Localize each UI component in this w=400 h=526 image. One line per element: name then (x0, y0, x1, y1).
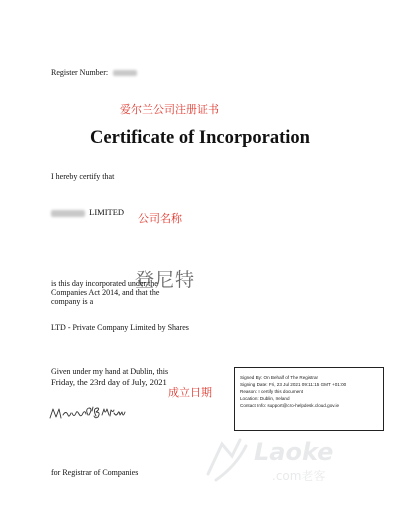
signing-date: Signing Date: Fri, 23 Jul 2021 09:11:15 GMT +01:00 (240, 382, 347, 388)
handwritten-signature (48, 402, 126, 424)
incorporation-line: company is a (51, 297, 94, 306)
signing-contact: Contact Info: support@cro-helpdesk.cloud.gov.ie (240, 403, 340, 409)
watermark-sub: .com老客 (272, 469, 326, 483)
incorporation-text (51, 279, 159, 306)
company-name-row (51, 207, 124, 217)
watermark-brand: Laoke (254, 438, 334, 466)
certify-text: I hereby certify that (51, 172, 115, 181)
given-text (51, 367, 168, 387)
register-number-row (51, 68, 137, 77)
company-suffix: LIMITED (89, 207, 125, 217)
annotation-date-cn: 成立日期 (168, 386, 212, 399)
page-title: Certificate of Incorporation (90, 128, 310, 148)
signed-by: Signed By: On Behalf of The Registrar (240, 375, 319, 380)
incorporation-line: Companies Act 2014, and that the (51, 288, 160, 297)
incorporation-line: is this day incorporated under the (51, 279, 158, 288)
signing-reason: Reason: I certify this document (240, 389, 304, 395)
annotation-name-cn: 公司名称 (138, 212, 182, 225)
register-number-redacted (113, 70, 137, 76)
given-line-1: Given under my hand at Dublin, this (51, 367, 169, 376)
given-line-2: Friday, the 23rd day of July, 2021 (51, 377, 167, 387)
for-registrar: for Registrar of Companies (51, 468, 139, 477)
digital-signature-box (234, 367, 384, 431)
annotation-title-cn: 爱尔兰公司注册证书 (120, 103, 219, 116)
laoke-watermark-logo (200, 426, 360, 486)
signing-location: Location: Dublin, Ireland (240, 396, 290, 402)
annotation-stamp-cn: 登尼特 (135, 269, 196, 291)
company-name-redacted (51, 210, 85, 217)
company-type: LTD - Private Company Limited by Shares (51, 323, 189, 332)
register-number-label: Register Number: (51, 68, 109, 77)
